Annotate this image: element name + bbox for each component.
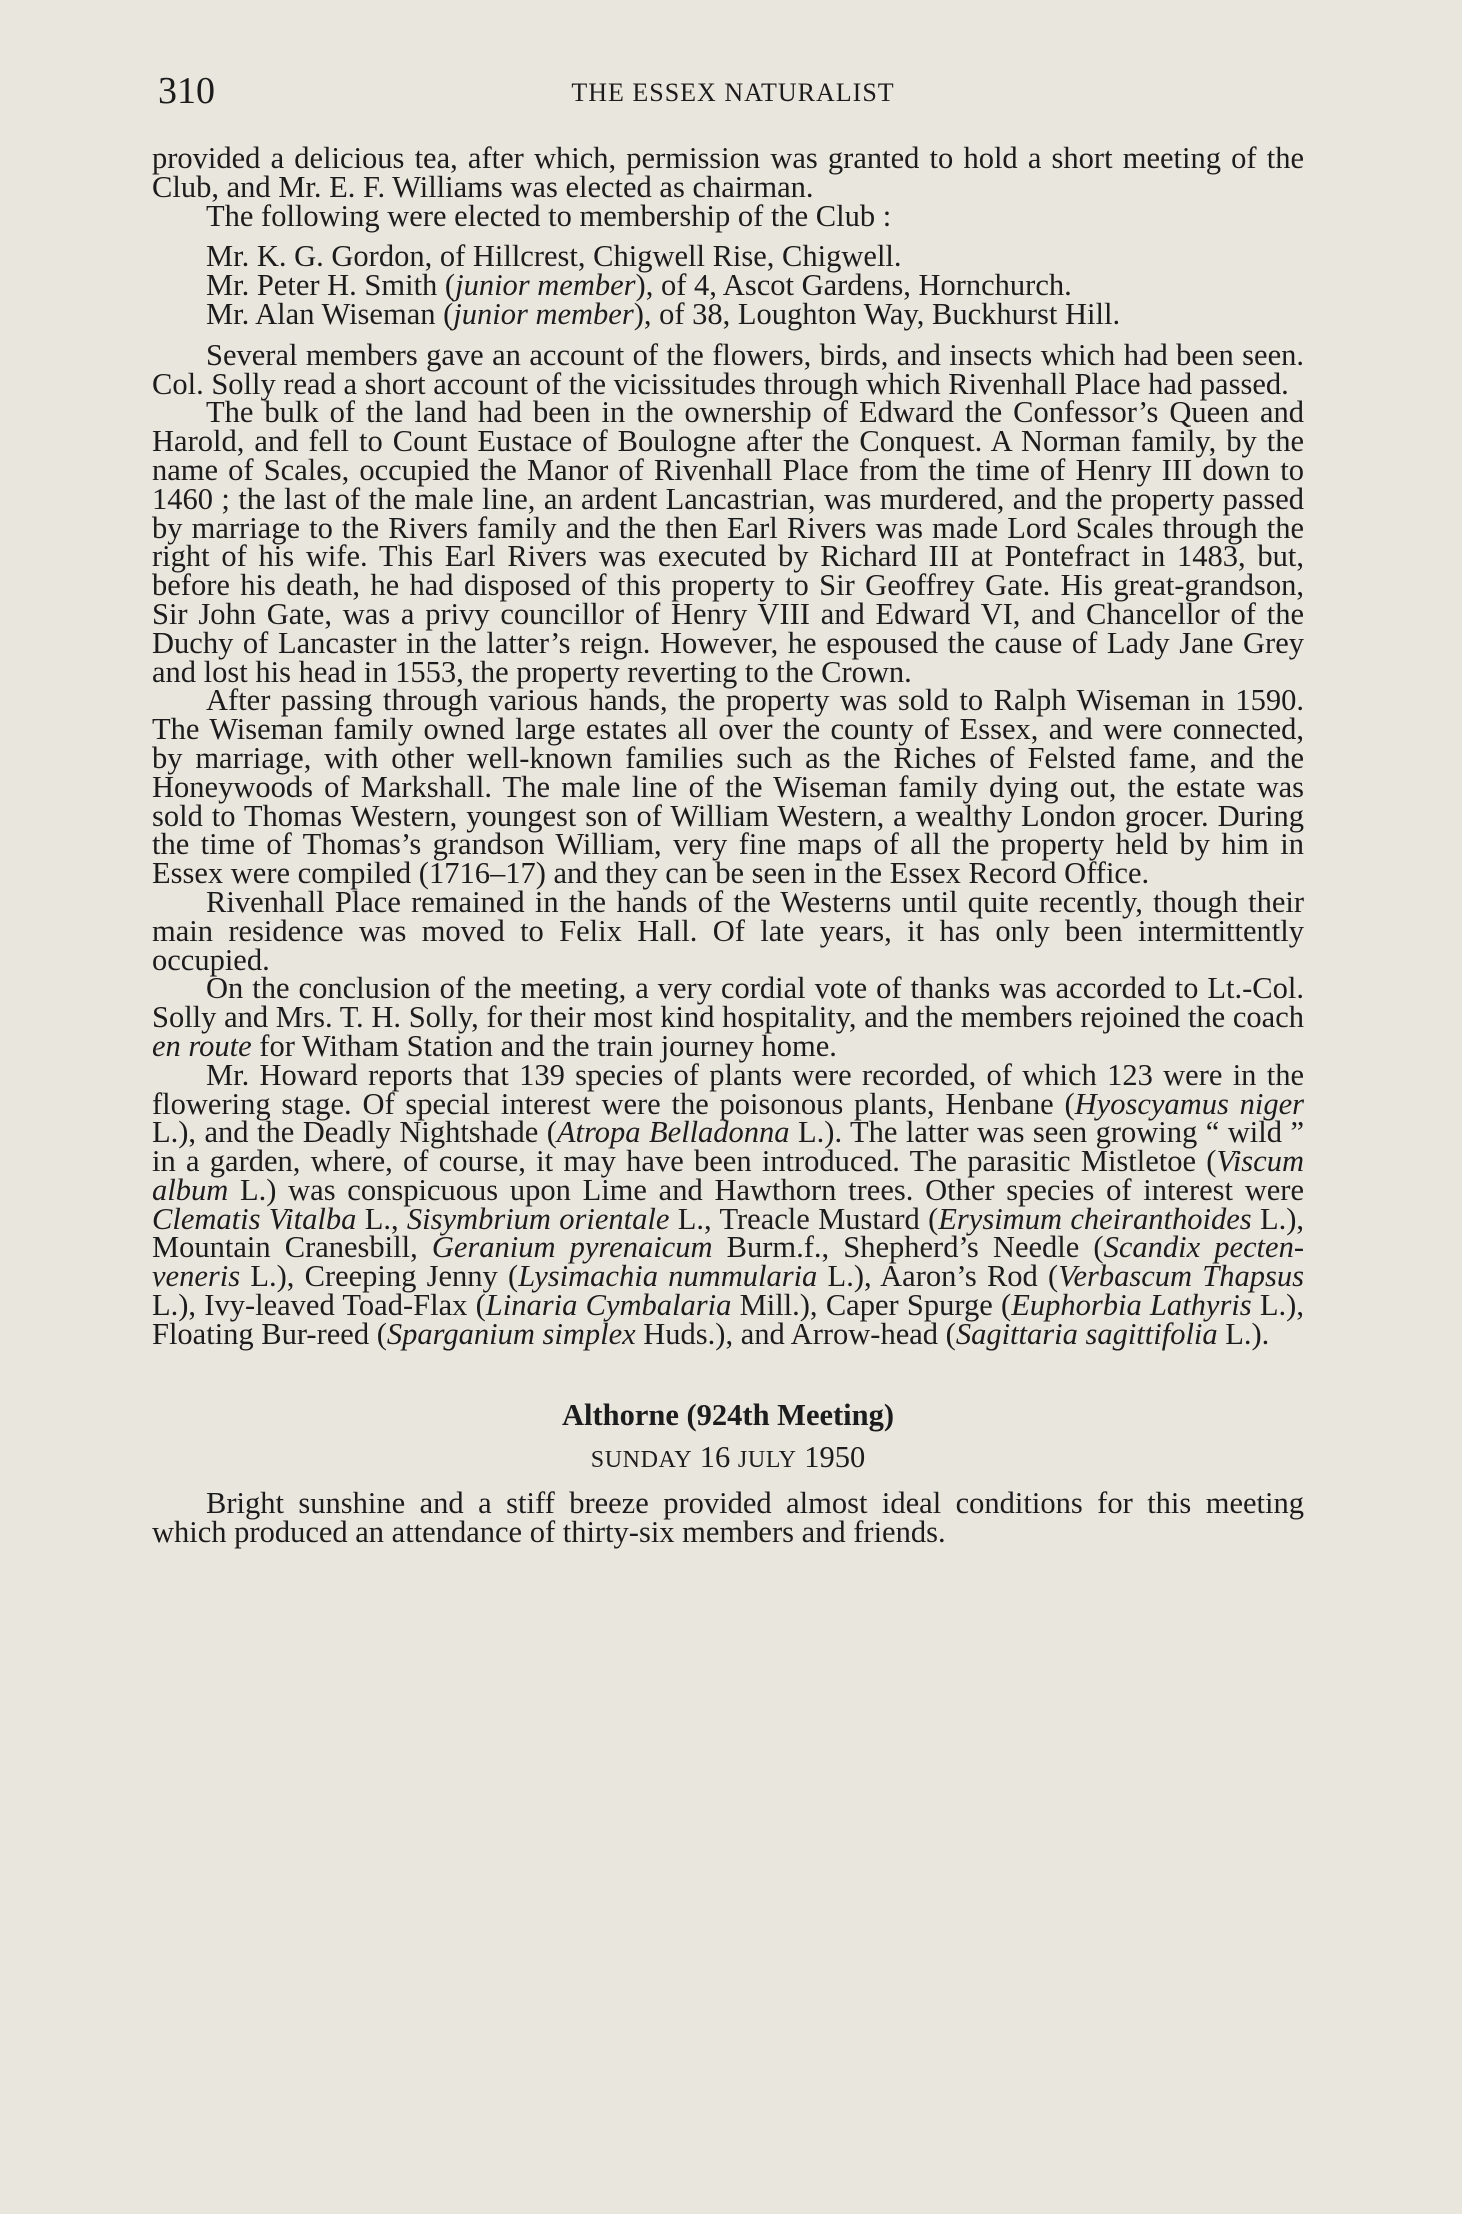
species-name: Sisymbrium orientale xyxy=(406,1201,670,1236)
species-name: Linaria Cymbalaria xyxy=(485,1288,732,1323)
page-body xyxy=(152,141,1305,1550)
species-name: Sparganium simplex xyxy=(386,1316,636,1351)
page-number: 310 xyxy=(158,70,215,112)
text-run: L.), Floating Bur-reed ( xyxy=(152,1288,1304,1351)
text-run: On the conclusion of the meeting, a very cordial vote of thanks was accorded to Lt.-Col. Solly and Mrs. T. H. Solly, for their most kind hospitality, and the members rejoined the coach xyxy=(152,971,1304,1035)
date-month: JULY xyxy=(737,1447,797,1474)
member-role: junior member xyxy=(453,296,634,331)
paragraph-wiseman: After passing through various hands, the property was sold to Ralph Wiseman in 1590. The Wiseman family owned large estates all over the county of Essex, and were connected, by marriage, with other well-known families such as the Riches of Felsted fame, and the Honeywoods of Markshall. The male line of the Wiseman family dying out, the estate was sold to Thomas Western, youngest son of William Western, a wealthy London grocer. During the time of Thomas’s grandson William, very fine maps of all the property held by him in Essex were compiled (1716–17) and they can be seen in the Essex Record Office. xyxy=(152,683,1304,891)
member-list xyxy=(152,239,1304,331)
species-name: Viscum album xyxy=(152,1144,1304,1207)
paragraph-conclusion xyxy=(152,971,1304,1063)
text-run: L.), Aaron’s Rod ( xyxy=(817,1259,1059,1294)
species-name: Clematis Vitalba xyxy=(152,1201,357,1236)
date-year: 1950 xyxy=(804,1440,866,1475)
text-run: L.) was conspicuous upon Lime and Hawthorn trees. Other species of interest were xyxy=(228,1172,1304,1207)
meeting-heading: Althorne (924th Meeting) xyxy=(561,1397,895,1432)
paragraph-history: The bulk of the land had been in the ownership of Edward the Confessor’s Queen and Harold, and fell to Count Eustace of Boulogne after the Conquest. A Norman family, by the name of Scales, occupied the Manor of Rivenhall Place from the time of Henry III down to 1460 ; the last of the male line, an ardent Lancastrian, was murdered, and the property passed by marriage to the Rivers family and the then Earl Rivers was made Lord Scales through the right of his wife. This Earl Rivers was executed by Richard III at Pontefract in 1483, but, before his death, he had disposed of this property to Sir Geoffrey Gate. His great-grandson, Sir John Gate, was a privy councillor of Henry VIII and Edward VI, and Chancellor of the Duchy of Lancaster in the latter’s reign. However, he espoused the cause of Lady Jane Grey and lost his head in 1553, the property reverting to the Crown. xyxy=(152,395,1304,689)
member-entry xyxy=(152,268,1304,303)
text-run: L.), and the Deadly Nightshade ( xyxy=(152,1115,557,1150)
text-run: L.). The latter was seen growing “ wild ” in a garden, where, of course, it may have been introduced. The parasitic Mistletoe ( xyxy=(152,1115,1304,1179)
paragraph-membership-intro: The following were elected to membership of the Club : xyxy=(206,198,892,233)
paragraph-plant-report xyxy=(152,1057,1305,1351)
page-header xyxy=(158,66,1308,116)
paragraph-accounts: Several members gave an account of the flowers, birds, and insects which had been seen. Col. Solly read a short account of the vicissitudes through which Rivenhall Place had passed. xyxy=(152,337,1304,401)
paragraph-tea: provided a delicious tea, after which, permission was granted to hold a short meeting of the Club, and Mr. E. F. Williams was elected as chairman. xyxy=(152,141,1304,204)
italic-run: en route xyxy=(152,1028,252,1063)
date-number: 16 xyxy=(699,1440,731,1475)
paragraph-althorne: Bright sunshine and a stiff breeze provided almost ideal conditions for this meeting which produced an attendance of thirty-six members and friends. xyxy=(152,1486,1304,1550)
text-run: L.). xyxy=(1217,1316,1270,1351)
species-name: Atropa Belladonna xyxy=(556,1115,790,1150)
species-name: Scandix pecten-veneris xyxy=(152,1230,1304,1294)
text-run: Mr. Howard reports that 139 species of plants were recorded, of which 123 were in the flowering stage. Of special interest were the poisonous plants, Henbane ( xyxy=(152,1057,1304,1121)
member-text: Mr. Peter H. Smith ( xyxy=(206,268,456,303)
species-name: Erysimum cheiranthoides xyxy=(938,1201,1252,1236)
text-run: Huds.), and Arrow-head ( xyxy=(635,1316,956,1351)
species-name: Hyoscyamus niger xyxy=(1074,1086,1304,1121)
member-text: ), of 38, Loughton Way, Buckhurst Hill. xyxy=(633,296,1121,331)
running-title: THE ESSEX NATURALIST xyxy=(571,78,895,107)
member-text: Mr. Alan Wiseman ( xyxy=(206,296,454,331)
species-name: Verbascum Thapsus xyxy=(1058,1259,1305,1294)
member-text: Mr. K. G. Gordon, of Hillcrest, Chigwell Rise, Chigwell. xyxy=(206,239,902,274)
text-run: L., xyxy=(356,1201,407,1236)
member-entry xyxy=(152,296,1304,331)
species-name: Sagittaria sagittifolia xyxy=(955,1316,1218,1351)
text-run: L.), Mountain Cranesbill, xyxy=(152,1201,1304,1265)
member-role: junior member xyxy=(455,268,636,303)
text-run: Burm.f., Shepherd’s Needle ( xyxy=(712,1230,1104,1265)
date-day: SUNDAY xyxy=(590,1447,693,1474)
text-run: L.), Ivy-leaved Toad-Flax ( xyxy=(152,1288,486,1323)
text-run: for Witham Station and the train journey home. xyxy=(251,1028,837,1063)
species-name: Lysimachia nummularia xyxy=(518,1259,818,1294)
species-name: Euphorbia Lathyris xyxy=(1011,1288,1252,1323)
member-text: ), of 4, Ascot Gardens, Hornchurch. xyxy=(635,268,1072,303)
meeting-date xyxy=(152,1440,1304,1475)
species-name: Geranium pyrenaicum xyxy=(431,1230,713,1265)
text-run: L., Treacle Mustard ( xyxy=(669,1201,939,1236)
text-run: L.), Creeping Jenny ( xyxy=(240,1259,519,1294)
text-run: Mill.), Caper Spurge ( xyxy=(731,1288,1012,1323)
paragraph-westerns: Rivenhall Place remained in the hands of the Westerns until quite recently, though their main residence was moved to Felix Hall. Of late years, it has only been intermittently occupied. xyxy=(152,884,1304,977)
member-entry xyxy=(152,239,1304,274)
